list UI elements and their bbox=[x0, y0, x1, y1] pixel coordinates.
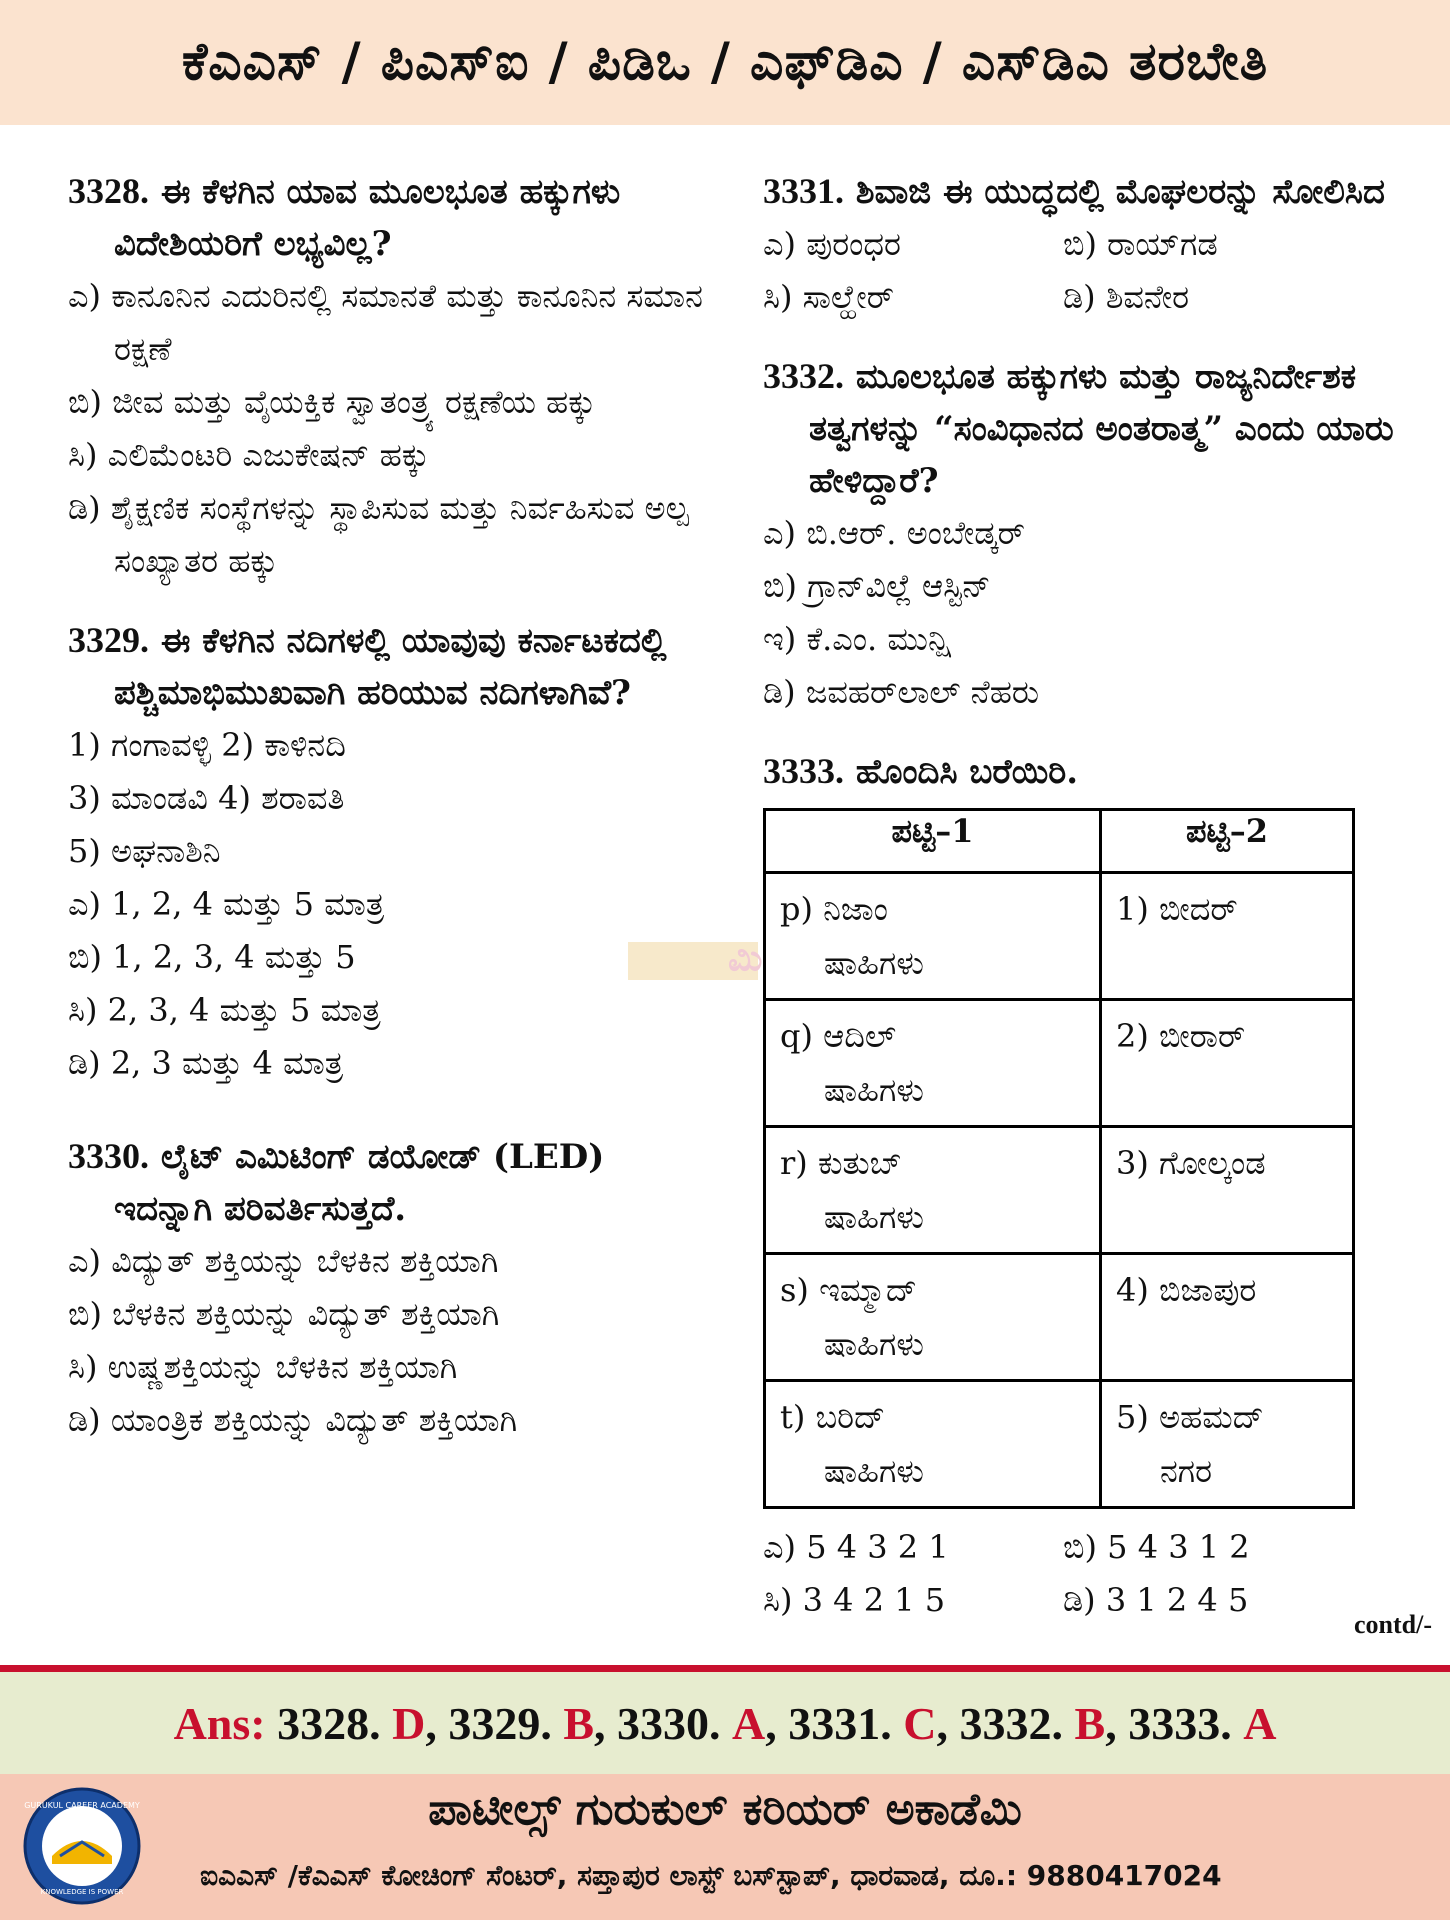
page-header bbox=[0, 0, 1450, 125]
answer-value: D bbox=[392, 1697, 426, 1749]
question-text: 3328. ಈ ಕೆಳಗಿನ ಯಾವ ಮೂಲಭೂತ ಹಕ್ಕುಗಳು ವಿದೇಶಿಯರಿಗೆ ಲಭ್ಯವಿಲ್ಲ? bbox=[68, 171, 621, 264]
option: ಸಿ) ಉಷ್ಣಶಕ್ತಿಯನ್ನು ಬೆಳಕಿನ ಶಕ್ತಿಯಾಗಿ bbox=[68, 1348, 458, 1386]
divider bbox=[0, 1665, 1450, 1672]
academy-address: ಐಎಎಸ್ /ಕೆಎಎಸ್ ಕೋಚಿಂಗ್ ಸೆಂಟರ್, ಸಪ್ತಾಪುರ ಲಾಸ್ಟ್ ಬಸ್‌ಸ್ಟಾಪ್, ಧಾರವಾಡ, ದೂ.: 9880417024 bbox=[200, 1859, 1222, 1892]
answer-q: 3330. bbox=[617, 1697, 721, 1749]
question-text: 3332. ಮೂಲಭೂತ ಹಕ್ಕುಗಳು ಮತ್ತು ರಾಜ್ಯನಿರ್ದೇಶಕ ತತ್ವಗಳನ್ನು “ಸಂವಿಧಾನದ ಅಂತರಾತ್ಮ” ಎಂದು ಯಾರು ಹೇಳಿದ್ದಾರೆ? bbox=[763, 356, 1394, 501]
option: ಸಿ) ಸಾಲ್ಹೇರ್ bbox=[763, 278, 895, 316]
table-row bbox=[765, 1254, 1354, 1381]
option: ಬಿ) 5 4 3 1 2 bbox=[1063, 1528, 1250, 1566]
answer-value: A bbox=[1243, 1697, 1277, 1749]
options-grid bbox=[763, 1521, 1403, 1627]
answer-q: 3328. bbox=[277, 1697, 381, 1749]
option: ಎ) ಕಾನೂನಿನ ಎದುರಿನಲ್ಲಿ ಸಮಾನತೆ ಮತ್ತು ಕಾನೂನಿನ ಸಮಾನ ರಕ್ಷಣೆ bbox=[68, 277, 703, 368]
answer-value: A bbox=[732, 1697, 766, 1749]
option: ಎ) ವಿದ್ಯುತ್ ಶಕ್ತಿಯನ್ನು ಬೆಳಕಿನ ಶಕ್ತಿಯಾಗಿ bbox=[68, 1242, 499, 1280]
table-cell: 4) ಬಿಜಾಪುರ bbox=[1101, 1254, 1354, 1381]
option: ಎ) ಪುರಂಧರ bbox=[763, 225, 901, 263]
table-cell: q) ಆದಿಲ್ ಷಾಹಿಗಳು bbox=[765, 1000, 1101, 1127]
option: ಬಿ) ಬೆಳಕಿನ ಶಕ್ತಿಯನ್ನು ವಿದ್ಯುತ್ ಶಕ್ತಿಯಾಗಿ bbox=[68, 1295, 500, 1333]
table-cell: r) ಕುತುಬ್ ಷಾಹಿಗಳು bbox=[765, 1127, 1101, 1254]
option: ಎ) 5 4 3 2 1 bbox=[763, 1528, 949, 1566]
header-title: ಕೆಎಎಸ್ / ಪಿಎಸ್ಐ / ಪಿಡಿಒ / ಎಫ್‌ಡಿಎ / ಎಸ್‌ಡಿಎ ತರಬೇತಿ bbox=[181, 32, 1269, 92]
academy-name: ಪಾಟೀಲ್ಸ್ ಗುರುಕುಲ್ ಕರಿಯರ್ ಅಕಾಡೆಮಿ bbox=[428, 1784, 1022, 1835]
svg-text:ಮಿ: ಮಿ bbox=[728, 938, 763, 979]
question-text: 3330. ಲೈಟ್ ಎಮಿಟಿಂಗ್ ಡಯೋಡ್ (LED) ಇದನ್ನಾಗಿ ಪರಿವರ್ತಿಸುತ್ತದೆ. bbox=[68, 1136, 605, 1229]
question-text: 3331. ಶಿವಾಜಿ ಈ ಯುದ್ಧದಲ್ಲಿ ಮೊಘಲರನ್ನು ಸೋಲಿಸಿದ bbox=[763, 171, 1385, 212]
options-grid bbox=[763, 218, 1403, 324]
answer-q: 3333. bbox=[1128, 1697, 1232, 1749]
table-cell: 1) ಬೀದರ್ bbox=[1101, 873, 1354, 1000]
option: ಇ) ಕೆ.ಎಂ. ಮುನ್ಷಿ bbox=[763, 620, 951, 658]
table-cell: p) ನಿಜಾಂ ಷಾಹಿಗಳು bbox=[765, 873, 1101, 1000]
question-3333 bbox=[763, 745, 1403, 1627]
option: ಸಿ) ಎಲಿಮೆಂಟರಿ ಎಜುಕೇಷನ್ ಹಕ್ಕು bbox=[68, 436, 430, 474]
option: ಬಿ) ಗ್ರಾನ್‌ವಿಲ್ಲೆ ಆಸ್ಟಿನ್ bbox=[763, 567, 991, 605]
page-footer bbox=[0, 1774, 1450, 1920]
column-header: ಪಟ್ಟಿ–2 bbox=[1101, 810, 1354, 873]
option: ಡಿ) ಶಿವನೇರ bbox=[1063, 278, 1190, 316]
answer-q: 3329. bbox=[448, 1697, 552, 1749]
option: ಎ) ಬಿ.ಆರ್. ಅಂಬೇಡ್ಕರ್ bbox=[763, 514, 1025, 552]
table-cell: 2) ಬೀರಾರ್ bbox=[1101, 1000, 1354, 1127]
table-row bbox=[765, 873, 1354, 1000]
option: ಸಿ) 2, 3, 4 ಮತ್ತು 5 ಮಾತ್ರ bbox=[68, 991, 381, 1029]
option: ಡಿ) 3 1 2 4 5 bbox=[1063, 1581, 1249, 1619]
table-row bbox=[765, 1381, 1354, 1508]
column-header: ಪಟ್ಟಿ–1 bbox=[765, 810, 1101, 873]
option: ಬಿ) ಜೀವ ಮತ್ತು ವೈಯಕ್ತಿಕ ಸ್ವಾತಂತ್ರ್ಯ ರಕ್ಷಣೆಯ ಹಕ್ಕು bbox=[68, 383, 596, 421]
table-cell: s) ಇಮ್ಮಾದ್ ಷಾಹಿಗಳು bbox=[765, 1254, 1101, 1381]
right-column bbox=[763, 165, 1403, 1653]
table-row bbox=[765, 1000, 1354, 1127]
option: ಡಿ) ಜವಹರ್‌ಲಾಲ್ ನೆಹರು bbox=[763, 673, 1039, 711]
question-3329 bbox=[68, 614, 708, 1090]
answer-value: B bbox=[563, 1697, 595, 1749]
answer-label: Ans: bbox=[173, 1697, 266, 1749]
answer-q: 3331. bbox=[788, 1697, 892, 1749]
table-header-row bbox=[765, 810, 1354, 873]
question-text: 3333. ಹೊಂದಿಸಿ ಬರೆಯಿರಿ. bbox=[763, 751, 1079, 792]
answer-q: 3332. bbox=[959, 1697, 1063, 1749]
answer-key: Ans: 3328. D , 3329. B , 3330. A , 3331. C , 3332. B , 3333. A bbox=[0, 1672, 1450, 1774]
list-item: 1) ಗಂಗಾವಳ್ಳಿ 2) ಕಾಳಿನದಿ bbox=[68, 726, 346, 764]
answer-value: C bbox=[903, 1697, 937, 1749]
option: ಡಿ) ಯಾಂತ್ರಿಕ ಶಕ್ತಿಯನ್ನು ವಿದ್ಯುತ್ ಶಕ್ತಿಯಾಗಿ bbox=[68, 1401, 518, 1439]
svg-text:KNOWLEDGE IS POWER: KNOWLEDGE IS POWER bbox=[40, 1888, 124, 1896]
left-column bbox=[68, 165, 708, 1473]
option: ಡಿ) ಶೈಕ್ಷಣಿಕ ಸಂಸ್ಥೆಗಳನ್ನು ಸ್ಥಾಪಿಸುವ ಮತ್ತು ನಿರ್ವಹಿಸುವ ಅಲ್ಪ ಸಂಖ್ಯಾತರ ಹಕ್ಕು bbox=[68, 489, 689, 580]
list-item: 3) ಮಾಂಡವಿ 4) ಶರಾವತಿ bbox=[68, 779, 345, 817]
match-table bbox=[763, 808, 1355, 1509]
question-3332 bbox=[763, 350, 1403, 719]
option: ಸಿ) 3 4 2 1 5 bbox=[763, 1581, 946, 1619]
svg-text:GURUKUL CAREER ACADEMY: GURUKUL CAREER ACADEMY bbox=[24, 1801, 140, 1810]
table-cell: 5) ಅಹಮದ್ ನಗರ bbox=[1101, 1381, 1354, 1508]
option: ಎ) 1, 2, 4 ಮತ್ತು 5 ಮಾತ್ರ bbox=[68, 885, 385, 923]
list-item: 5) ಅಘನಾಶಿನಿ bbox=[68, 832, 221, 870]
question-3330 bbox=[68, 1130, 708, 1447]
question-3331 bbox=[763, 165, 1403, 324]
table-row bbox=[765, 1127, 1354, 1254]
option: ಬಿ) 1, 2, 3, 4 ಮತ್ತು 5 bbox=[68, 938, 356, 976]
question-3328 bbox=[68, 165, 708, 588]
table-cell: t) ಬರಿದ್ ಷಾಹಿಗಳು bbox=[765, 1381, 1101, 1508]
continued-label: contd/- bbox=[1354, 1610, 1432, 1639]
table-cell: 3) ಗೋಲ್ಕಂಡ bbox=[1101, 1127, 1354, 1254]
answer-value: B bbox=[1074, 1697, 1106, 1749]
option: ಬಿ) ರಾಯ್‌ಗಡ bbox=[1063, 225, 1218, 263]
option: ಡಿ) 2, 3 ಮತ್ತು 4 ಮಾತ್ರ bbox=[68, 1044, 344, 1082]
question-text: 3329. ಈ ಕೆಳಗಿನ ನದಿಗಳಲ್ಲಿ ಯಾವುವು ಕರ್ನಾಟಕದಲ್ಲಿ ಪಶ್ಚಿಮಾಭಿಮುಖವಾಗಿ ಹರಿಯುವ ನದಿಗಳಾಗಿವೆ? bbox=[68, 620, 667, 713]
